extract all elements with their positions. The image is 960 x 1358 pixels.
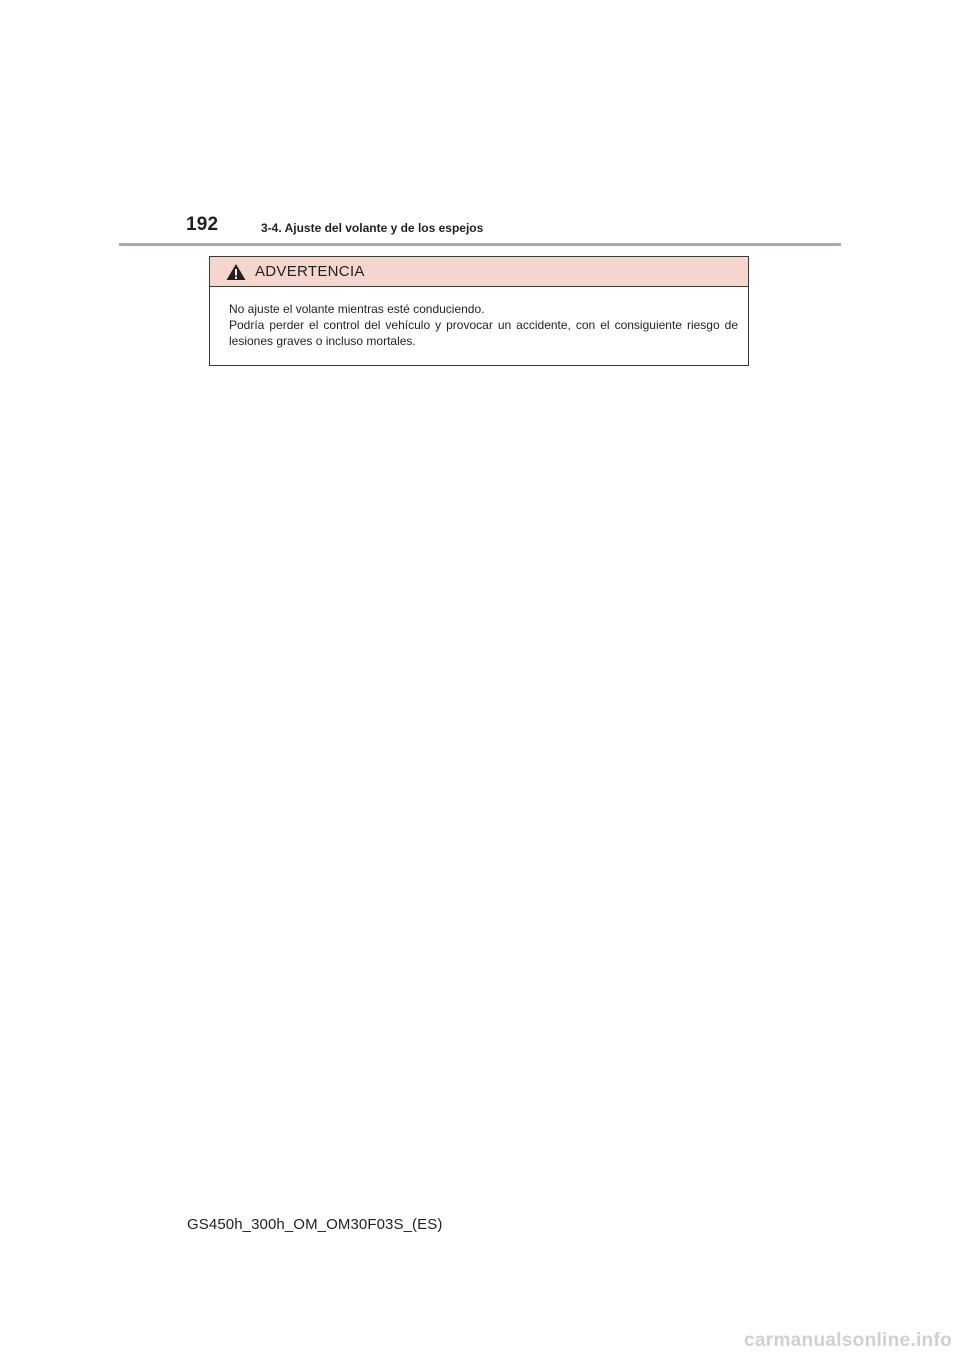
header-rule [119,243,841,246]
warning-triangle-icon [226,263,246,281]
warning-text-line: No ajuste el volante mientras esté conduciendo. [229,302,485,316]
warning-body [210,287,748,349]
page-number: 192 [186,214,219,235]
warning-header [210,257,748,287]
watermark: carmanualsonline.info [744,1330,952,1351]
warning-text-line: Podría perder el control del vehículo y provocar un accidente, con el consiguiente riesgo de lesiones graves o incluso mortales. [229,318,738,348]
section-title: 3-4. Ajuste del volante y de los espejos [261,221,484,235]
manual-code: GS450h_300h_OM_OM30F03S_(ES) [187,1216,443,1233]
warning-title: ADVERTENCIA [255,263,365,280]
warning-box [209,256,749,366]
